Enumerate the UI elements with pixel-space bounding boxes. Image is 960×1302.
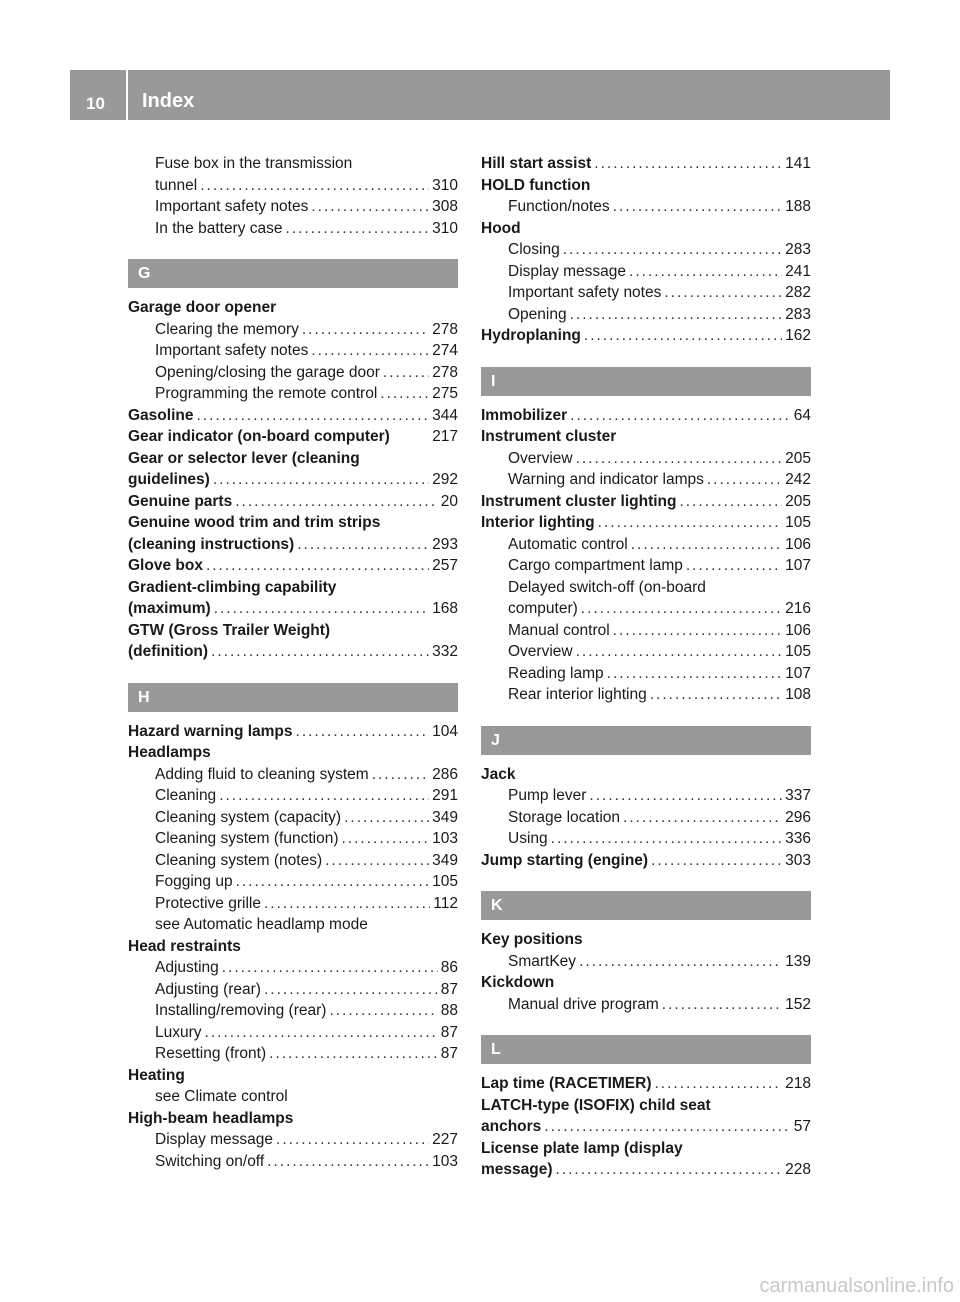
entry-text: see Climate control [155,1088,288,1105]
page-reference: 227 [432,1131,458,1148]
entry-text: Rear interior lighting [508,686,647,703]
index-subentry [128,340,458,362]
index-entry [128,620,458,642]
page-reference: 105 [785,643,811,660]
dot-leader [200,175,429,197]
dot-leader [707,469,782,491]
page-reference: 205 [785,492,811,510]
index-entry [128,742,458,764]
index-subentry [481,261,811,283]
dot-leader [213,469,429,491]
page-reference: 217 [432,428,458,445]
index-subentry [128,785,458,807]
dot-leader [576,641,783,663]
index-entry [481,325,811,347]
index-entry [481,218,811,240]
index-entry [128,512,458,534]
page-reference: 275 [432,385,458,402]
page-reference: 105 [432,873,458,890]
page-reference: 20 [440,492,458,510]
dot-leader [205,1022,438,1044]
dot-leader [679,491,782,513]
entry-text: LATCH-type (ISOFIX) child seat [481,1096,711,1114]
page-reference: 293 [432,535,458,553]
index-entry [128,1065,458,1087]
dot-leader [686,555,782,577]
index-subentry [128,319,458,341]
entry-text: Automatic control [508,535,628,553]
dot-leader [623,807,782,829]
index-subentry [128,828,458,850]
index-entry [481,1138,811,1160]
index-column-right [481,153,811,1181]
entry-text: Delayed switch-off (on-board [508,578,706,596]
dot-leader [563,239,782,261]
section-letter-header: L [481,1035,811,1064]
index-entry [128,721,458,743]
dot-leader [196,405,429,427]
page-reference: 86 [440,959,458,976]
page-reference: 308 [432,198,458,215]
dot-leader [264,979,438,1001]
dot-leader [655,1073,783,1095]
index-entry [481,175,811,197]
entry-text: Hydroplaning [481,327,581,344]
index-subentry [481,598,811,620]
page-reference: 57 [793,1118,811,1135]
dot-leader [629,261,782,283]
index-entry [128,491,458,513]
entry-text: High-beam headlamps [128,1109,294,1127]
page-reference: 274 [432,342,458,359]
entry-text: computer) [508,600,578,617]
entry-text: Hill start assist [481,155,592,172]
page-number: 10 [86,94,105,113]
page-reference: 286 [432,765,458,783]
index-subentry [128,807,458,829]
page-reference: 103 [432,830,458,847]
section-letter-header: K [481,891,811,920]
entry-text: SmartKey [508,952,577,970]
entry-text: Instrument cluster lighting [481,492,677,510]
entry-text: tunnel [155,176,198,194]
index-subentry [128,362,458,384]
page-reference: 87 [440,1045,458,1062]
entry-text: Closing [508,241,560,258]
entry-text: Function/notes [508,198,610,215]
index-subentry [128,1151,458,1173]
index-subentry [128,1022,458,1044]
dot-leader [551,828,782,850]
dot-leader [662,994,782,1016]
index-subentry [128,1129,458,1151]
index-entry [481,1095,811,1117]
entry-text: Gear indicator (on-board computer) [128,428,390,445]
entry-text: guidelines) [128,471,210,488]
index-entry [128,534,458,556]
entry-text: Gear or selector lever (cleaning [128,449,360,467]
entry-text: Heating [128,1066,185,1084]
entry-text: HOLD function [481,176,591,194]
dot-leader [302,319,429,341]
page-reference: 87 [440,980,458,998]
entry-text: Hood [481,219,521,237]
page-reference: 103 [432,1152,458,1170]
entry-text: Glove box [128,557,203,574]
index-subentry [481,994,811,1016]
page-reference: 218 [785,1075,811,1092]
index-entry [481,929,811,951]
entry-text: Fogging up [155,873,233,890]
dot-leader [380,383,429,405]
page-reference: 88 [440,1002,458,1019]
page-reference: 106 [785,621,811,639]
entry-text: Resetting (front) [155,1045,267,1062]
index-entry [128,555,458,577]
dot-leader [267,1151,429,1173]
entry-text: License plate lamp (display [481,1139,683,1157]
entry-text: Instrument cluster [481,428,617,445]
page-reference: 152 [785,995,811,1013]
page-reference: 112 [433,894,458,912]
dot-leader [594,153,782,175]
index-subentry [481,304,811,326]
index-subentry [481,641,811,663]
index-subentry [128,175,458,197]
section-letter-header: H [128,683,458,712]
page-reference: 278 [432,320,458,338]
entry-text: Switching on/off [155,1152,265,1170]
entry-text: Important safety notes [155,342,309,359]
dot-leader [598,512,782,534]
entry-text: Programming the remote control [155,385,378,402]
entry-text: Interior lighting [481,514,595,531]
index-subentry [128,850,458,872]
page-reference: 104 [432,722,458,740]
index-entry [128,426,458,448]
page-reference: 107 [785,664,811,682]
dot-leader [222,957,438,979]
entry-text: Cleaning system (notes) [155,851,323,869]
index-entry [481,764,811,786]
page-reference: 332 [432,643,458,660]
entry-text: Manual control [508,621,610,639]
entry-text: Gasoline [128,406,194,424]
page-reference: 336 [785,830,811,847]
page-reference: 337 [785,787,811,804]
entry-text: Reading lamp [508,664,604,682]
entry-text: Fuse box in the transmission [155,155,353,172]
entry-text: Using [508,830,548,847]
index-subentry [481,577,811,599]
dot-leader [579,951,782,973]
dot-leader [235,491,438,513]
index-entry [481,1159,811,1181]
entry-text: message) [481,1161,553,1178]
index-subentry [128,871,458,893]
section-letter-header: J [481,726,811,755]
entry-text: Kickdown [481,974,555,991]
dot-leader [296,721,430,743]
dot-leader [664,282,782,304]
index-subentry [128,383,458,405]
entry-text: Genuine parts [128,492,233,510]
page-reference: 107 [785,557,811,574]
dot-leader [570,304,783,326]
dot-leader [297,534,429,556]
section-letter-header: I [481,367,811,396]
page-reference: 64 [793,406,811,424]
entry-text: Head restraints [128,937,241,955]
page-reference: 283 [785,241,811,258]
index-entry [481,491,811,513]
entry-text: Headlamps [128,744,211,761]
dot-leader [311,196,429,218]
entry-text: Clearing the memory [155,320,299,338]
entry-text: Opening [508,305,567,323]
index-subentry [128,979,458,1001]
page-reference: 292 [432,471,458,488]
dot-leader [613,196,782,218]
entry-text: Storage location [508,808,621,826]
page-reference: 105 [785,514,811,531]
watermark: carmanualsonline.info [759,1275,954,1297]
dot-leader [206,555,429,577]
entry-text: Lap time (RACETIMER) [481,1075,652,1092]
page-header [70,70,890,120]
entry-text: Cleaning system (capacity) [155,808,342,826]
index-subentry [128,893,458,915]
entry-text: anchors [481,1118,542,1135]
index-entry [128,448,458,470]
dot-leader [556,1159,783,1181]
index-entry [128,405,458,427]
index-subentry [128,914,458,936]
page-reference: 282 [785,284,811,301]
dot-leader [286,218,430,240]
dot-leader [613,620,782,642]
entry-text: Jack [481,765,516,783]
entry-text: (cleaning instructions) [128,535,295,553]
entry-text: see Automatic headlamp mode [155,916,368,933]
index-subentry [128,196,458,218]
dot-leader [342,828,430,850]
page-reference: 228 [785,1161,811,1178]
entry-text: Display message [155,1131,274,1148]
index-subentry [481,663,811,685]
dot-leader [581,598,782,620]
page-reference: 108 [785,686,811,703]
page-reference: 188 [785,198,811,215]
index-entry [128,641,458,663]
index-subentry [481,807,811,829]
dot-leader [383,362,429,384]
dot-leader [589,785,782,807]
dot-leader [584,325,782,347]
entry-text: Overview [508,643,573,660]
dot-leader [570,405,791,427]
dot-leader [576,448,783,470]
index-subentry [128,1000,458,1022]
page-reference: 141 [785,155,811,172]
dot-leader [211,641,429,663]
page-reference: 283 [785,305,811,323]
dot-leader [329,1000,437,1022]
index-entry [128,577,458,599]
entry-text: Warning and indicator lamps [508,471,704,488]
index-subentry [128,957,458,979]
page-reference: 106 [785,535,811,553]
index-subentry [128,764,458,786]
dot-leader [325,850,429,872]
index-column-left [128,153,458,1172]
page-reference: 349 [432,808,458,826]
index-subentry [481,448,811,470]
entry-text: Jump starting (engine) [481,851,649,869]
dot-leader [269,1043,438,1065]
entry-text: Protective grille [155,894,261,912]
entry-text: Luxury [155,1023,202,1041]
index-subentry [481,684,811,706]
page-reference: 278 [432,363,458,381]
page-reference: 205 [785,449,811,467]
section-letter-header: G [128,259,458,288]
index-subentry [481,534,811,556]
page-reference: 310 [432,219,458,237]
dot-leader [607,663,782,685]
page-reference: 168 [432,600,458,617]
page-reference: 257 [432,557,458,574]
index-subentry [481,555,811,577]
dot-leader [651,850,782,872]
index-subentry [128,218,458,240]
dot-leader [264,893,430,915]
index-entry [481,512,811,534]
entry-text: Adding fluid to cleaning system [155,765,369,783]
index-subentry [481,951,811,973]
dot-leader [311,340,429,362]
page-reference: 241 [785,262,811,280]
entry-text: Important safety notes [155,198,309,215]
index-subentry [128,153,458,175]
index-entry [481,972,811,994]
entry-text: Cleaning system (function) [155,830,339,847]
index-entry [481,153,811,175]
dot-leader [219,785,429,807]
entry-text: Pump lever [508,787,587,804]
page-reference: 216 [785,600,811,617]
entry-text: Immobilizer [481,406,568,424]
entry-text: Display message [508,262,627,280]
page-reference: 296 [785,808,811,826]
entry-text: Cargo compartment lamp [508,557,683,574]
page-reference: 162 [785,327,811,344]
dot-leader [372,764,429,786]
index-entry [481,850,811,872]
entry-text: Gradient-climbing capability [128,578,337,596]
index-entry [481,1073,811,1095]
page-reference: 303 [785,851,811,869]
entry-text: Adjusting (rear) [155,980,261,998]
index-subentry [481,620,811,642]
index-entry [481,1116,811,1138]
entry-text: Manual drive program [508,995,659,1013]
entry-text: Important safety notes [508,284,662,301]
entry-text: GTW (Gross Trailer Weight) [128,621,331,639]
page-reference: 139 [785,952,811,970]
page-number-box [70,70,126,120]
page-reference: 242 [785,471,811,488]
index-entry [128,936,458,958]
entry-text: Adjusting [155,959,219,976]
index-subentry [128,1043,458,1065]
index-subentry [481,196,811,218]
page-title: Index [142,90,195,112]
dot-leader [344,807,429,829]
page-reference: 87 [440,1023,458,1041]
page-reference: 291 [432,787,458,804]
entry-text: (maximum) [128,600,211,617]
index-entry [128,1108,458,1130]
entry-text: Hazard warning lamps [128,722,293,740]
entry-text: Genuine wood trim and trim strips [128,514,381,531]
dot-leader [544,1116,790,1138]
index-entry [128,469,458,491]
dot-leader [650,684,782,706]
dot-leader [214,598,429,620]
dot-leader [631,534,782,556]
entry-text: In the battery case [155,219,283,237]
index-subentry [481,785,811,807]
index-entry [481,405,811,427]
index-entry [128,598,458,620]
index-subentry [481,282,811,304]
index-subentry [481,239,811,261]
index-entry [481,426,811,448]
page-reference: 344 [432,406,458,424]
index-entry [128,297,458,319]
entry-text: Opening/closing the garage door [155,363,380,381]
dot-leader [276,1129,429,1151]
index-subentry [481,469,811,491]
entry-text: Key positions [481,931,583,948]
page-reference: 349 [432,851,458,869]
index-subentry [481,828,811,850]
entry-text: Garage door opener [128,299,277,316]
header-divider [126,70,128,120]
entry-text: Overview [508,449,573,467]
entry-text: Installing/removing (rear) [155,1002,327,1019]
page-reference: 310 [432,176,458,194]
index-subentry [128,1086,458,1108]
entry-text: (definition) [128,643,209,660]
dot-leader [236,871,430,893]
entry-text: Cleaning [155,787,217,804]
